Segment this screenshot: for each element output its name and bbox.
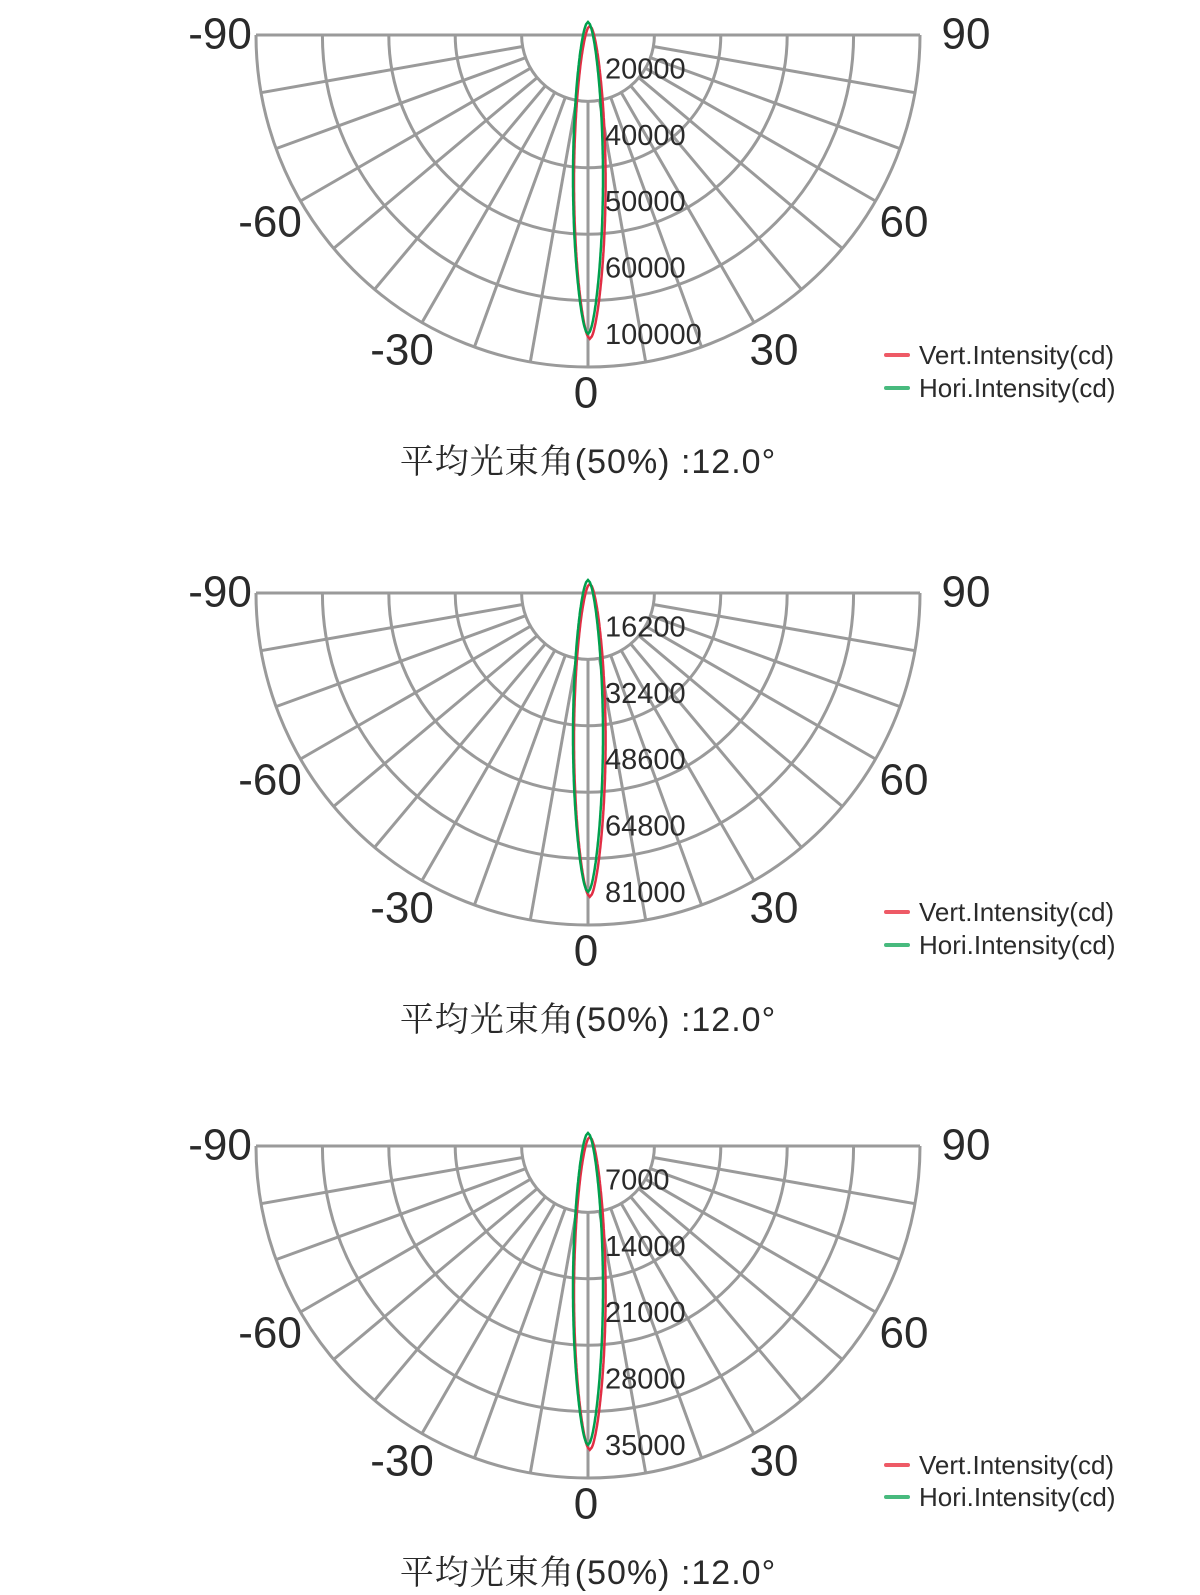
angle-tick-label: -60 (238, 197, 302, 247)
angle-tick-label: -90 (188, 567, 252, 617)
angle-tick-label: 0 (573, 926, 599, 976)
angle-tick-label: 60 (879, 755, 929, 805)
ring-value-label: 14000 (605, 1230, 686, 1263)
angle-tick-label: -30 (370, 883, 434, 933)
legend-row-vert-3 (884, 1450, 1114, 1480)
vert-intensity-dash-icon (884, 1463, 910, 1467)
polar-spoke (653, 605, 915, 651)
polar-spoke (530, 100, 576, 362)
ring-value-label: 35000 (605, 1429, 686, 1462)
legend-label-hori: Hori.Intensity(cd) (919, 372, 1116, 403)
ring-value-label: 16200 (605, 611, 686, 644)
polar-spoke (653, 47, 915, 93)
ring-value-label: 21000 (605, 1297, 686, 1330)
beam-angle-caption-3: 平均光束角(50%) :12.0° (399, 1554, 777, 1592)
beam-angle-caption-2: 平均光束角(50%) :12.0° (399, 1001, 777, 1039)
hori-intensity-dash-icon (884, 1495, 910, 1499)
legend-label-vert: Vert.Intensity(cd) (919, 896, 1115, 927)
legend-row-vert-2 (884, 897, 1114, 927)
angle-tick-label: 90 (941, 9, 991, 59)
angle-tick-label: 0 (573, 1479, 599, 1529)
ring-value-label: 40000 (605, 119, 686, 152)
angle-tick-label: 60 (879, 197, 929, 247)
angle-tick-label: 0 (573, 368, 599, 418)
ring-value-label: 81000 (605, 876, 686, 909)
ring-value-label: 60000 (605, 252, 686, 285)
ring-value-label: 100000 (605, 318, 702, 351)
angle-tick-label: 90 (941, 1120, 991, 1170)
angle-tick-label: 30 (749, 883, 799, 933)
angle-tick-label: -60 (238, 755, 302, 805)
angle-tick-label: -90 (188, 9, 252, 59)
polar-spoke (474, 1208, 565, 1458)
angle-tick-label: -30 (370, 1436, 434, 1486)
polar-grid (256, 35, 920, 367)
angle-tick-label: 90 (941, 567, 991, 617)
hori-intensity-dash-icon (884, 943, 910, 947)
polar-spoke (474, 97, 565, 347)
ring-value-label: 7000 (605, 1164, 670, 1197)
ring-value-label: 32400 (605, 677, 686, 710)
polar-spoke (261, 47, 523, 93)
polar-spoke (650, 616, 900, 707)
polar-spoke (261, 605, 523, 651)
ring-value-label: 50000 (605, 186, 686, 219)
legend-label-hori: Hori.Intensity(cd) (919, 929, 1116, 960)
legend-row-hori-3 (884, 1482, 1116, 1512)
angle-tick-label: 30 (749, 1436, 799, 1486)
polar-spoke (650, 58, 900, 149)
polar-grid (256, 593, 920, 925)
beam-angle-caption-1: 平均光束角(50%) :12.0° (399, 443, 777, 481)
polar-intensity-chart-3 (0, 1111, 1200, 1595)
angle-tick-label: -90 (188, 1120, 252, 1170)
polar-spoke (276, 58, 526, 149)
polar-spoke (474, 655, 565, 905)
polar-spoke (650, 1169, 900, 1260)
vert-intensity-dash-icon (884, 353, 910, 357)
angle-tick-label: 30 (749, 325, 799, 375)
ring-value-label: 28000 (605, 1363, 686, 1396)
polar-spoke (276, 1169, 526, 1260)
angle-tick-label: -60 (238, 1308, 302, 1358)
ring-value-label: 64800 (605, 810, 686, 843)
polar-spoke (530, 658, 576, 920)
legend-row-hori-2 (884, 930, 1116, 960)
hori-intensity-dash-icon (884, 386, 910, 390)
polar-spoke (261, 1158, 523, 1204)
ring-value-label: 48600 (605, 744, 686, 777)
angle-tick-label: -30 (370, 325, 434, 375)
legend-label-hori: Hori.Intensity(cd) (919, 1481, 1116, 1512)
legend-label-vert: Vert.Intensity(cd) (919, 1449, 1115, 1480)
polar-spoke (276, 616, 526, 707)
polar-grid (256, 1146, 920, 1478)
vert-intensity-dash-icon (884, 910, 910, 914)
polar-spoke (653, 1158, 915, 1204)
polar-spoke (530, 1211, 576, 1473)
legend-label-vert: Vert.Intensity(cd) (919, 339, 1115, 370)
angle-tick-label: 60 (879, 1308, 929, 1358)
legend-row-hori-1 (884, 373, 1116, 403)
ring-value-label: 20000 (605, 53, 686, 86)
legend-row-vert-1 (884, 340, 1114, 370)
